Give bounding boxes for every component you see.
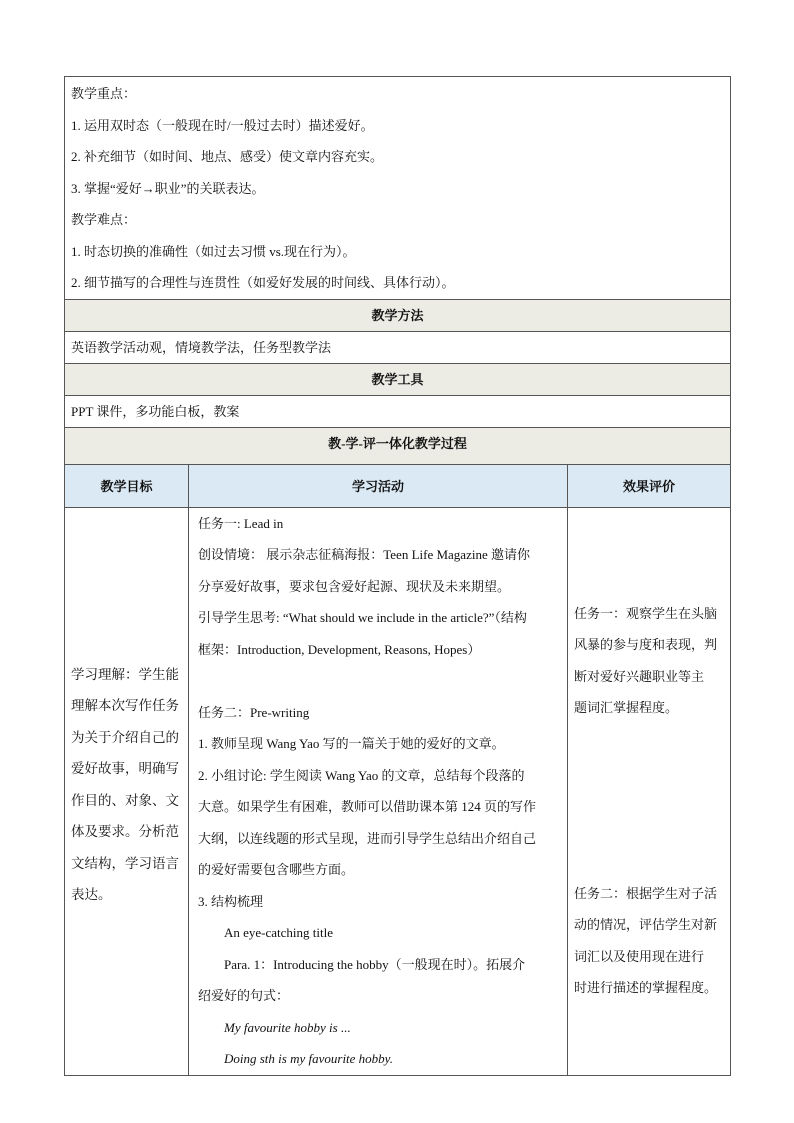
goal-line: 学习理解：学生能	[71, 666, 179, 682]
process-title: 教-学-评一体化教学过程	[65, 427, 731, 464]
activity-line: 任务二：Pre-writing	[198, 704, 310, 720]
goal-line: 作目的、对象、文	[71, 792, 179, 808]
eval-line: 词汇以及使用现在进行	[574, 948, 705, 964]
focus-item: 3. 掌握“爱好→职业”的关联表达。	[71, 180, 265, 196]
focus-item: 1. 运用双时态（一般现在时/一般过去时）描述爱好。	[71, 117, 374, 133]
lesson-plan-document	[64, 76, 730, 1076]
activity-line: 任务一: Lead in	[198, 515, 284, 531]
goal-line: 爱好故事，明确写	[71, 761, 179, 776]
process-column-header-row	[65, 464, 731, 507]
activity-example: My favourite hobby is ...	[224, 1019, 351, 1035]
tools-content-row	[65, 395, 731, 427]
eval-line: 时进行描述的掌握程度。	[574, 980, 718, 995]
process-header-row	[65, 427, 731, 464]
activity-blank-line	[198, 665, 561, 697]
goal-line: 文结构，学习语言	[71, 855, 179, 871]
goal-line: 理解本次写作任务	[71, 698, 179, 713]
activity-line: 绍爱好的句式：	[198, 988, 290, 1003]
eval-line: 任务一：观察学生在头脑	[574, 605, 718, 621]
difficulty-item: 2. 细节描写的合理性与连贯性（如爱好发展的时间线、具体行动）。	[71, 275, 455, 290]
eval-line: 风暴的参与度和表现，判	[574, 637, 718, 652]
goal-line: 表达。	[71, 887, 112, 902]
methods-title: 教学方法	[65, 299, 731, 331]
focus-row	[65, 77, 731, 300]
activity-example: Doing sth is my favourite hobby.	[224, 1051, 393, 1066]
activity-line: 1. 教师呈现 Wang Yao 写的一篇关于她的爱好的文章。	[198, 736, 505, 751]
difficulty-item: 1. 时态切换的准确性（如过去习惯 vs.现在行为）。	[71, 243, 356, 259]
activity-line: 大纲，以连线题的形式呈现，进而引导学生总结出介绍自己	[198, 830, 537, 846]
focus-item: 2. 补充细节（如时间、地点、感受）使文章内容充实。	[71, 149, 384, 164]
activity-line: 3. 结构梳理	[198, 893, 264, 909]
methods-header-row	[65, 299, 731, 331]
activity-line: 大意。如果学生有困难，教师可以借助课本第 124 页的写作	[198, 799, 537, 814]
goal-cell	[65, 507, 189, 1075]
eval-line: 断对爱好兴趣职业等主	[574, 668, 705, 684]
focus-heading: 教学重点：	[71, 86, 137, 101]
activity-line: An eye-catching title	[224, 925, 334, 940]
activity-line: 引导学生思考: “What should we include in the article?”（结构	[198, 610, 527, 625]
eval-line: 动的情况，评估学生对新	[574, 917, 718, 932]
eval-cell	[568, 507, 731, 1075]
goal-line: 体及要求。分析范	[71, 824, 179, 839]
column-header-eval: 效果评价	[568, 464, 731, 507]
eval-line: 题词汇掌握程度。	[574, 700, 679, 715]
activity-line: 2. 小组讨论: 学生阅读 Wang Yao 的文章，总结每个段落的	[198, 767, 525, 783]
column-header-activity: 学习活动	[189, 464, 568, 507]
activity-line: Para. 1：Introducing the hobby（一般现在时）。拓展介	[224, 956, 526, 972]
activity-cell	[189, 507, 568, 1075]
activity-line: 分享爱好故事，要求包含爱好起源、现状及未来期望。	[198, 578, 511, 594]
process-content-row	[65, 507, 731, 1075]
lesson-plan-table	[64, 76, 731, 1076]
methods-content-row	[65, 331, 731, 363]
tools-content: PPT 课件，多功能白板，教案	[65, 395, 731, 427]
column-header-goal: 教学目标	[65, 464, 189, 507]
activity-line: 框架：Introduction, Development, Reasons, Hopes）	[198, 641, 481, 657]
tools-header-row	[65, 363, 731, 395]
eval-line: 任务二：根据学生对子活	[574, 885, 718, 901]
difficulty-heading: 教学难点：	[71, 212, 137, 227]
activity-line: 创设情境： 展示杂志征稿海报：Teen Life Magazine 邀请你	[198, 547, 530, 562]
activity-line: 的爱好需要包含哪些方面。	[198, 862, 355, 877]
methods-content: 英语教学活动观，情境教学法，任务型教学法	[65, 331, 731, 363]
tools-title: 教学工具	[65, 363, 731, 395]
goal-line: 为关于介绍自己的	[71, 729, 179, 745]
